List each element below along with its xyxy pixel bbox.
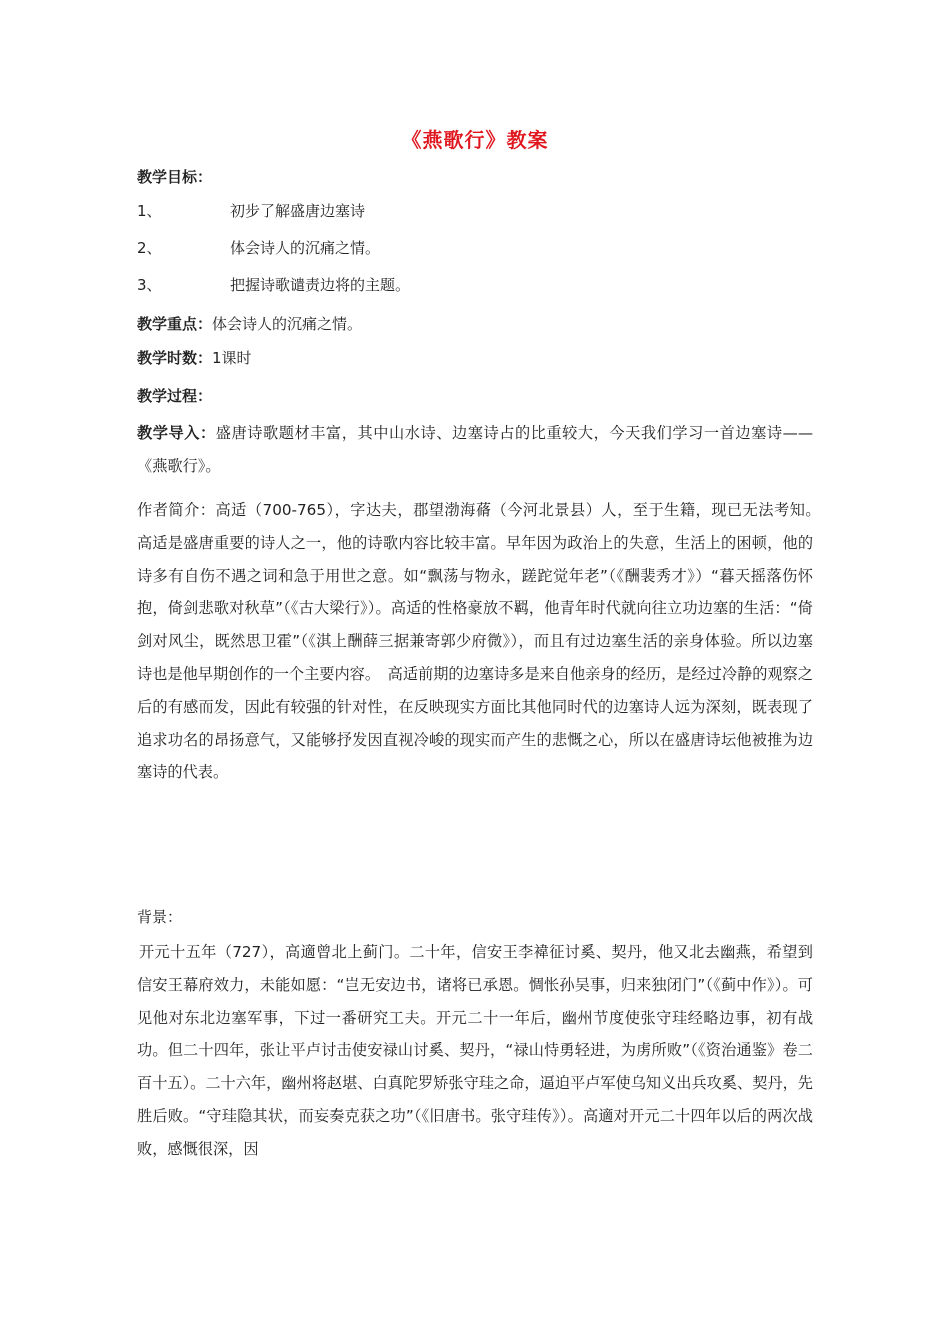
focus-text: 体会诗人的沉痛之情。 (212, 315, 363, 333)
objective-text: 把握诗歌谴责边将的主题。 (230, 276, 411, 294)
author-paragraph: 作者简介：高适（700-765），字达夫，郡望渤海蓨（今河北景县）人，至于生籍，现已无法考知。 高适是盛唐重要的诗人之一，他的诗歌内容比较丰富。早年因为政治上的失意，生活上的困顿，他的诗多有自伤不遇之词和急于用世之意。如“飘荡与物永，蹉跎觉年老”（《酬裴秀才》）“暮天摇落伤怀抱，倚剑悲歌对秋草”（《古大梁行》）。高适的性格豪放不羁，他青年时代就向往立功边塞的生活：“倚剑对风尘，既然思卫霍”（《淇上酬薛三据兼寄郭少府微》），而且有过边塞生活的亲身体验。所以边塞诗也是他早期创作的一个主要内容。 高适前期的边塞诗多是来自他亲身的经历，是经过冷静的观察之后的有感而发，因此有较强的针对性，在反映现实方面比其他同时代的边塞诗人远为深刻，既表现了追求功名的昂扬意气，又能够抒发因直视冷峻的现实而产生的悲慨之心，所以在盛唐诗坛他被推为边塞诗的代表。 (137, 501, 829, 782)
objective-number: 1、 (137, 202, 162, 220)
teaching-hours (137, 347, 817, 369)
teaching-focus (137, 313, 817, 335)
intro-text: 盛唐诗歌题材丰富，其中山水诗、边塞诗占的比重较大，今天我们学习一首边塞诗——《燕歌行》。 (137, 424, 814, 475)
background-label: 背景： (137, 908, 183, 926)
objective-item-2 (137, 237, 817, 259)
hours-text: 1课时 (212, 349, 252, 367)
objective-number: 2、 (137, 239, 162, 257)
background-paragraph: 开元十五年（727），高適曾北上蓟门。二十年，信安王李褘征讨奚、契丹，他又北去幽燕，希望到信安王幕府效力，未能如愿：“岂无安边书，诸将已承恩。惆怅孙吴事，归来独闭门”（《蓟中作》）。可见他对东北边塞军事，下过一番研究工夫。开元二十一年后，幽州节度使张守珪经略边事，初有战功。但二十四年，张让平卢讨击使安禄山讨奚、契丹，“禄山恃勇轻进，为虏所败”（《资治通鉴》卷二百十五）。二十六年，幽州将赵堪、白真陀罗矫张守珪之命，逼迫平卢军使乌知义出兵攻奚、契丹，先胜后败。“守珪隐其状，而妄奏克获之功”（《旧唐书。张守珪传》）。高適对开元二十四年以后的两次战败，感慨很深，因 (137, 943, 813, 1158)
focus-label: 教学重点： (137, 315, 213, 333)
intro-paragraph (137, 417, 813, 483)
objectives-heading: 教学目标： (137, 168, 213, 186)
objective-text: 初步了解盛唐边塞诗 (230, 202, 366, 220)
document-title: 《燕歌行》教案 (401, 128, 549, 152)
objective-number: 3、 (137, 276, 162, 294)
process-heading: 教学过程： (137, 387, 213, 405)
objective-text: 体会诗人的沉痛之情。 (230, 239, 381, 257)
objective-item-1 (137, 200, 817, 222)
intro-label: 教学导入： (137, 424, 216, 442)
hours-label: 教学时数： (137, 349, 213, 367)
objective-item-3 (137, 274, 817, 296)
